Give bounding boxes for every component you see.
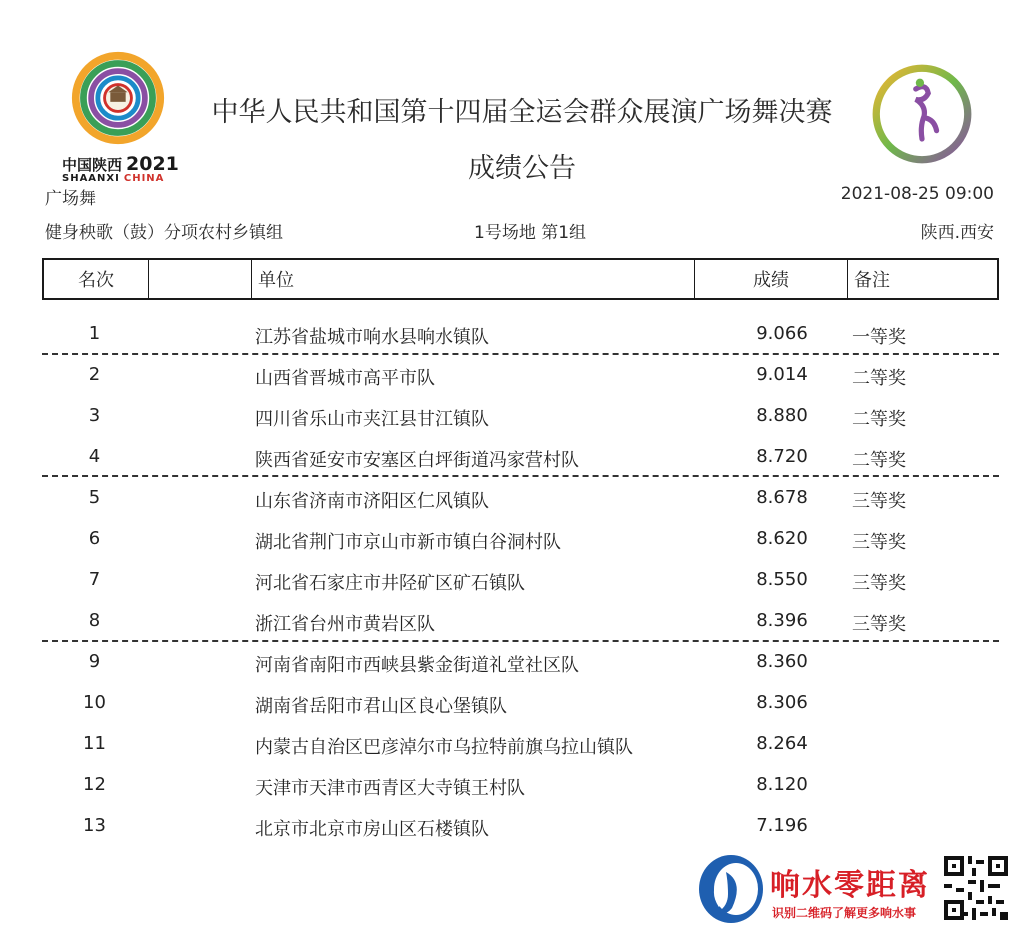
row-note: 三等奖 bbox=[852, 573, 906, 594]
row-score: 8.620 bbox=[756, 528, 808, 549]
brand-logo-icon bbox=[696, 852, 766, 926]
table-row bbox=[42, 396, 999, 437]
row-unit: 浙江省台州市黄岩区队 bbox=[255, 614, 435, 635]
row-score: 8.264 bbox=[756, 733, 808, 754]
row-note: 二等奖 bbox=[852, 450, 906, 471]
page-subtitle: 成绩公告 bbox=[468, 153, 576, 184]
table-row bbox=[42, 314, 999, 355]
row-unit: 湖北省荆门市京山市新市镇白谷洞村队 bbox=[255, 532, 561, 553]
table-row bbox=[42, 765, 999, 806]
row-unit: 陕西省延安市安塞区白坪街道冯家营村队 bbox=[255, 450, 579, 471]
row-unit: 山西省晋城市高平市队 bbox=[255, 368, 435, 389]
row-score: 8.360 bbox=[756, 651, 808, 672]
row-note: 二等奖 bbox=[852, 409, 906, 430]
emblem-cn-text: 中国陕西 2021 bbox=[62, 153, 179, 175]
row-unit: 河北省石家庄市井陉矿区矿石镇队 bbox=[255, 573, 525, 594]
row-note: 一等奖 bbox=[852, 327, 906, 348]
table-row bbox=[42, 560, 999, 601]
brand-name: 响水零距离 bbox=[770, 868, 930, 903]
separator-second-prize bbox=[42, 475, 999, 477]
row-unit: 北京市北京市房山区石楼镇队 bbox=[255, 819, 489, 840]
table-row bbox=[42, 355, 999, 396]
row-unit: 江苏省盐城市响水县响水镇队 bbox=[255, 327, 489, 348]
emblem-ring-icon bbox=[70, 50, 166, 146]
row-rank: 12 bbox=[83, 774, 106, 795]
table-row bbox=[42, 478, 999, 519]
row-unit: 湖南省岳阳市君山区良心堡镇队 bbox=[255, 696, 507, 717]
location-label: 陕西.西安 bbox=[920, 223, 994, 243]
table-row bbox=[42, 601, 999, 642]
table-row bbox=[42, 437, 999, 478]
row-unit: 内蒙古自治区巴彦淖尔市乌拉特前旗乌拉山镇队 bbox=[255, 737, 633, 758]
row-rank: 5 bbox=[88, 487, 101, 508]
page-title: 中华人民共和国第十四届全运会群众展演广场舞决赛 bbox=[211, 97, 833, 128]
row-score: 8.120 bbox=[756, 774, 808, 795]
row-rank: 8 bbox=[88, 610, 101, 631]
table-row bbox=[42, 806, 999, 847]
row-score: 8.396 bbox=[756, 610, 808, 631]
table-row bbox=[42, 724, 999, 765]
header-note: 备注 bbox=[848, 259, 999, 299]
brand-watermark bbox=[696, 852, 1016, 932]
table-row bbox=[42, 519, 999, 560]
header-score: 成绩 bbox=[695, 259, 848, 299]
row-score: 9.014 bbox=[756, 364, 808, 385]
row-rank: 4 bbox=[88, 446, 101, 467]
qr-code-icon[interactable] bbox=[944, 856, 1008, 920]
separator-first-prize bbox=[42, 353, 999, 355]
row-score: 9.066 bbox=[756, 323, 808, 344]
row-note: 三等奖 bbox=[852, 532, 906, 553]
dancer-emblem-icon bbox=[870, 62, 974, 166]
row-rank: 10 bbox=[83, 692, 106, 713]
emblem-en-text: SHAANXI CHINA bbox=[62, 173, 165, 184]
row-rank: 1 bbox=[88, 323, 101, 344]
row-unit: 四川省乐山市夹江县甘江镇队 bbox=[255, 409, 489, 430]
row-rank: 3 bbox=[88, 405, 101, 426]
games-emblem bbox=[62, 50, 182, 190]
venue-label: 1号场地 第1组 bbox=[474, 223, 587, 243]
row-score: 7.196 bbox=[756, 815, 808, 836]
group-label: 健身秧歌（鼓）分项农村乡镇组 bbox=[45, 223, 283, 243]
row-note: 三等奖 bbox=[852, 614, 906, 635]
header-blank bbox=[149, 259, 252, 299]
row-rank: 7 bbox=[88, 569, 101, 590]
header-unit: 单位 bbox=[252, 259, 695, 299]
row-rank: 9 bbox=[88, 651, 101, 672]
table-row bbox=[42, 642, 999, 683]
separator-third-prize bbox=[42, 640, 999, 642]
mass-games-emblem bbox=[870, 62, 974, 170]
datetime-label: 2021-08-25 09:00 bbox=[840, 184, 994, 204]
row-rank: 13 bbox=[83, 815, 106, 836]
header-rank: 名次 bbox=[78, 270, 114, 291]
row-note: 二等奖 bbox=[852, 368, 906, 389]
row-rank: 6 bbox=[88, 528, 101, 549]
row-rank: 11 bbox=[83, 733, 106, 754]
row-note: 三等奖 bbox=[852, 491, 906, 512]
row-score: 8.720 bbox=[756, 446, 808, 467]
row-unit: 天津市天津市西青区大寺镇王村队 bbox=[255, 778, 525, 799]
row-score: 8.678 bbox=[756, 487, 808, 508]
row-score: 8.880 bbox=[756, 405, 808, 426]
row-score: 8.550 bbox=[756, 569, 808, 590]
table-row bbox=[42, 683, 999, 724]
results-table-header bbox=[42, 258, 999, 300]
row-score: 8.306 bbox=[756, 692, 808, 713]
brand-tagline: 识别二维码了解更多响水事 bbox=[772, 906, 917, 920]
row-unit: 山东省济南市济阳区仁风镇队 bbox=[255, 491, 489, 512]
row-unit: 河南省南阳市西峡县紫金街道礼堂社区队 bbox=[255, 655, 579, 676]
category-label: 广场舞 bbox=[45, 189, 96, 209]
row-rank: 2 bbox=[88, 364, 101, 385]
